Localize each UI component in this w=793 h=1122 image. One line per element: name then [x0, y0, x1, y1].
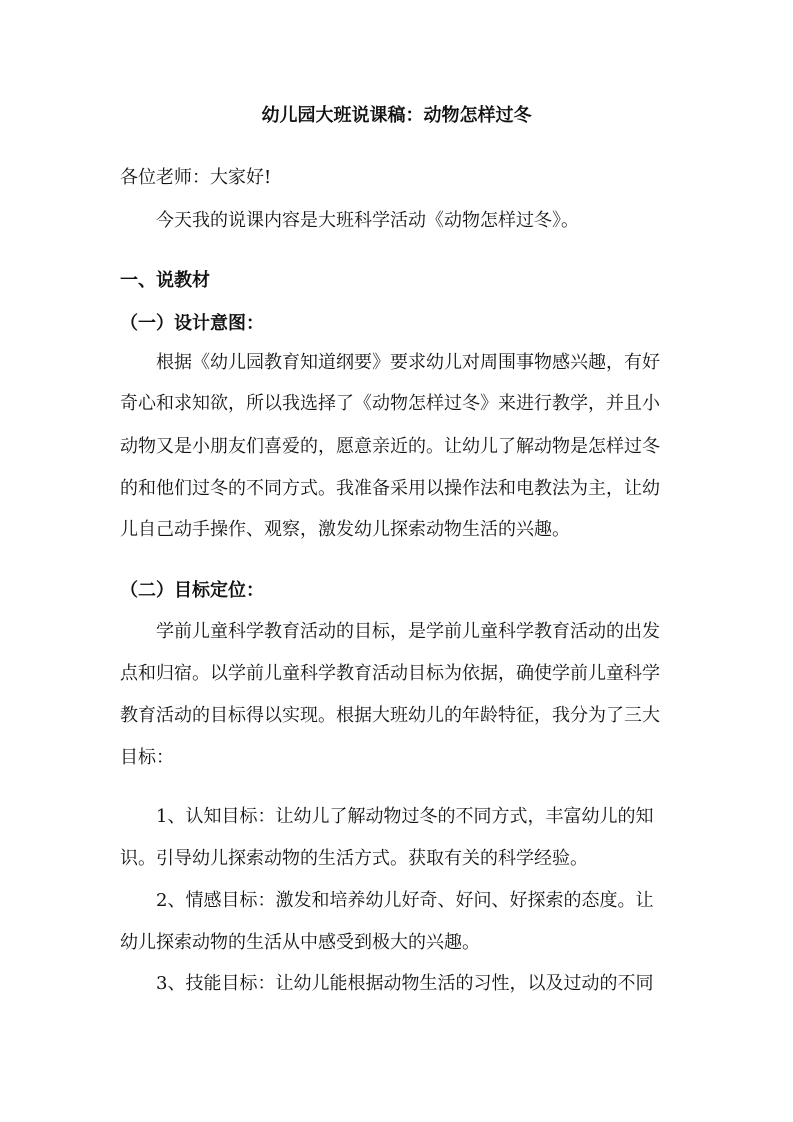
sub-heading-design-intent: （一）设计意图：	[120, 313, 264, 334]
paragraph-line: 目标：	[120, 747, 174, 768]
paragraph-line: 儿自己动手操作、观察，激发幼儿探索动物生活的兴趣。	[120, 519, 570, 540]
goal-cognitive-line: 1、认知目标：让幼儿了解动物过冬的不同方式，丰富幼儿的知	[156, 806, 654, 827]
document-title: 幼儿园大班说课稿：动物怎样过冬	[261, 105, 532, 126]
paragraph-line: 点和归宿。以学前儿童科学教育活动目标为依据，确使学前儿童科学	[120, 663, 660, 684]
sub-heading-goal-positioning: （二）目标定位：	[120, 580, 264, 601]
paragraph-line: 奇心和求知欲，所以我选择了《动物怎样过冬》来进行教学，并且小	[120, 393, 660, 414]
greeting: 各位老师：大家好!	[120, 167, 272, 188]
goal-skill-line: 3、技能目标：让幼儿能根据动物生活的习性，以及过动的不同	[156, 973, 654, 994]
paragraph-line: 的和他们过冬的不同方式。我准备采用以操作法和电教法为主，让幼	[120, 478, 660, 499]
goal-emotional-line: 幼儿探索动物的生活从中感受到极大的兴趣。	[120, 932, 480, 953]
paragraph-line: 学前儿童科学教育活动的目标，是学前儿童科学教育活动的出发	[156, 621, 660, 642]
paragraph-line: 动物又是小朋友们喜爱的，愿意亲近的。让幼儿了解动物是怎样过冬	[120, 436, 660, 457]
goal-emotional-line: 2、情感目标：激发和培养幼儿好奇、好问、好探索的态度。让	[156, 890, 654, 911]
section-heading-textbook: 一、说教材	[120, 270, 210, 291]
goal-cognitive-line: 识。引导幼儿探索动物的生活方式。获取有关的科学经验。	[120, 848, 588, 869]
paragraph-line: 教育活动的目标得以实现。根据大班幼儿的年龄特征，我分为了三大	[120, 705, 660, 726]
intro-paragraph: 今天我的说课内容是大班科学活动《动物怎样过冬》。	[156, 210, 579, 231]
paragraph-line: 根据《幼儿园教育知道纲要》要求幼儿对周围事物感兴趣，有好	[156, 352, 660, 373]
